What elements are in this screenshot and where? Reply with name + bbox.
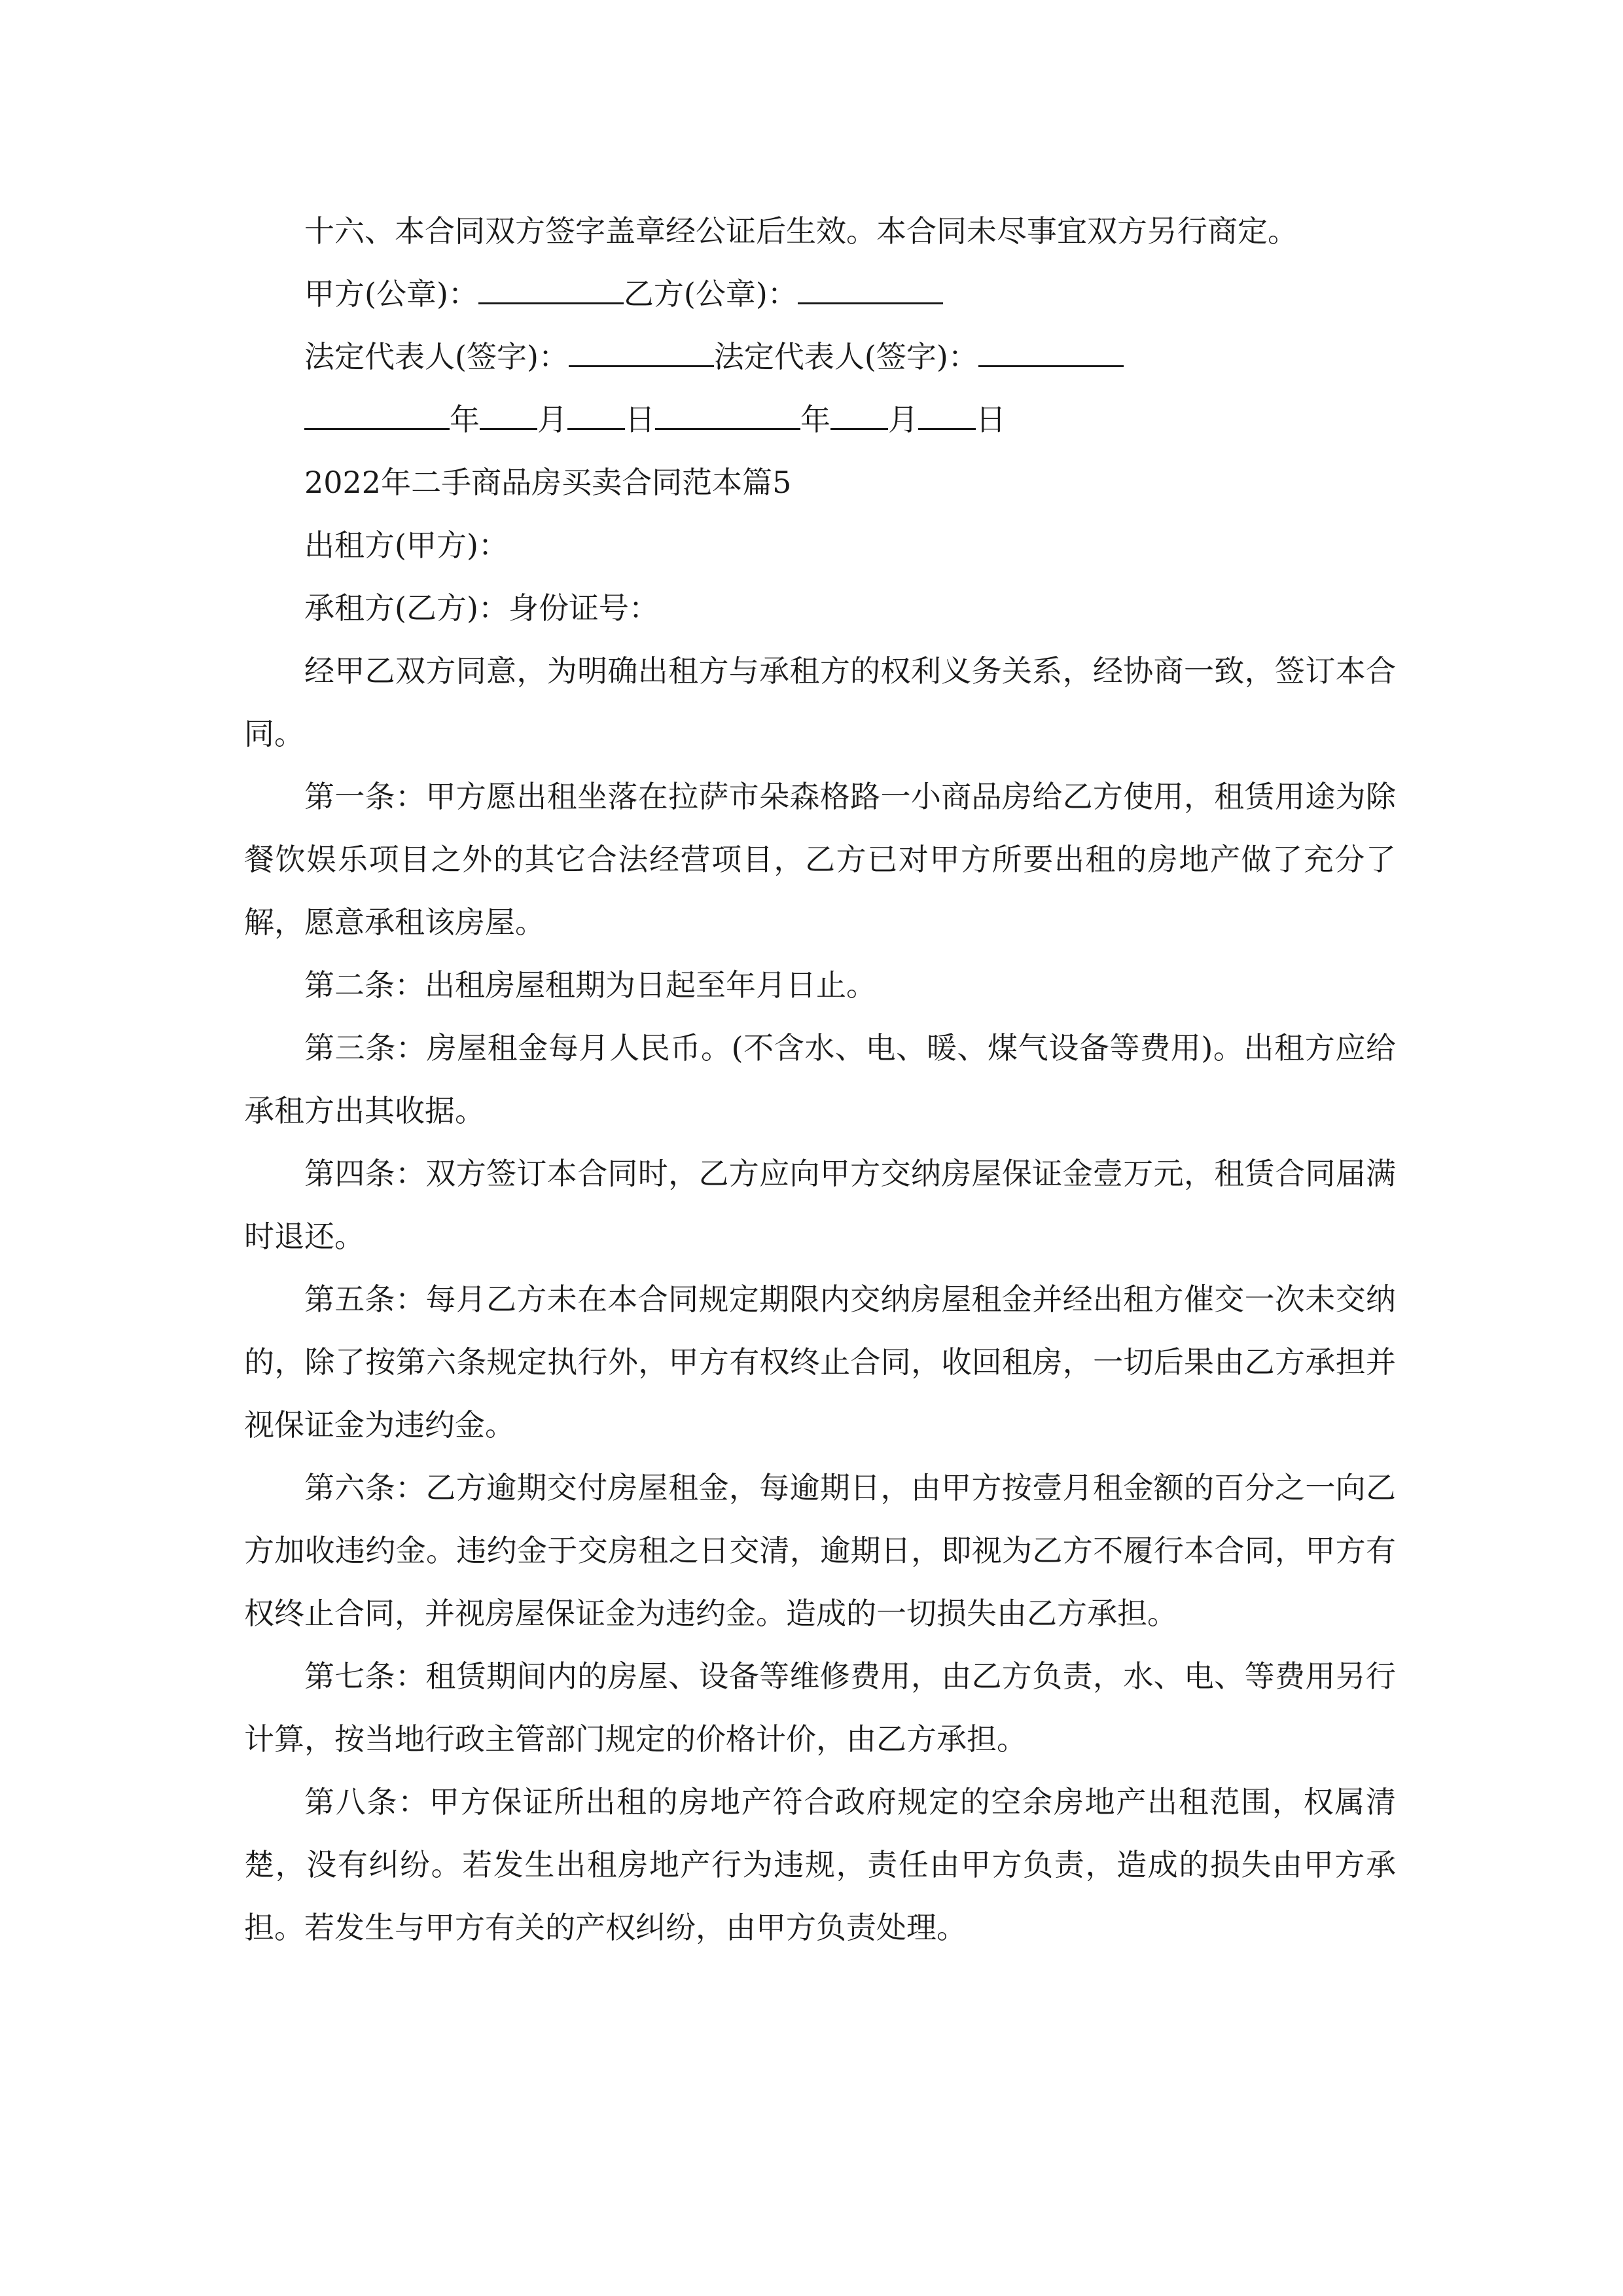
date-b-day-blank <box>918 402 976 430</box>
party-b-rep-blank <box>978 339 1124 367</box>
article-2: 第二条：出租房屋租期为日起至年月日止。 <box>304 967 876 1003</box>
article-7: 第七条：租赁期间内的房屋、设备等维修费用，由乙方负责，水、电、等费用另行计算，按当地行政主管部门规定的价格计价，由乙方承担。 <box>244 1659 1396 1757</box>
party-a-rep-label: 法定代表人(签字)： <box>304 339 569 374</box>
article-6: 第六条：乙方逾期交付房屋租金，每逾期日，由甲方按壹月租金额的百分之一向乙方加收违约金。违约金于交房租之日交清，逾期日，即视为乙方不履行本合同，甲方有权终止合同，并视房屋保证金为违约金。造成的一切损失由乙方承担。 <box>244 1470 1396 1631</box>
section-title: 2022年二手商品房买卖合同范本篇5 <box>304 465 792 500</box>
article-5: 第五条：每月乙方未在本合同规定期限内交纳房屋租金并经出租方催交一次未交纳的，除了按第六条规定执行外，甲方有权终止合同，收回租房，一切后果由乙方承担并视保证金为违约金。 <box>244 1282 1396 1443</box>
date-b-year: 年 <box>800 402 830 437</box>
seal-line <box>244 262 1396 325</box>
clause-16: 十六、本合同双方签字盖章经公证后生效。本合同未尽事宜双方另行商定。 <box>304 213 1298 249</box>
article-4: 第四条：双方签订本合同时，乙方应向甲方交纳房屋保证金壹万元，租赁合同届满时退还。 <box>244 1156 1396 1254</box>
party-a-rep-blank <box>569 339 714 367</box>
date-a-year: 年 <box>450 402 480 437</box>
party-b-rep-label: 法定代表人(签字)： <box>713 339 978 374</box>
date-a-day: 日 <box>625 402 655 437</box>
party-b-seal-blank <box>798 276 943 304</box>
lessee-line: 承租方(乙方)：身份证号： <box>304 590 659 626</box>
intro-paragraph: 经甲乙双方同意，为明确出租方与承租方的权利义务关系，经协商一致，签订本合同。 <box>244 653 1396 751</box>
article-3: 第三条：房屋租金每月人民币。(不含水、电、暖、煤气设备等费用)。出租方应给承租方出其收据。 <box>244 1030 1396 1128</box>
article-1: 第一条：甲方愿出租坐落在拉萨市朵森格路一小商品房给乙方使用，租赁用途为除餐饮娱乐项目之外的其它合法经营项目，乙方已对甲方所要出租的房地产做了充分了解，愿意承租该房屋。 <box>244 779 1396 940</box>
party-a-seal-label: 甲方(公章)： <box>304 276 478 312</box>
date-b-day: 日 <box>976 402 1006 437</box>
lessor-line: 出租方(甲方)： <box>304 528 508 563</box>
party-a-seal-blank <box>478 276 624 304</box>
article-8: 第八条：甲方保证所出租的房地产符合政府规定的空余房地产出租范围，权属清楚，没有纠纷。若发生出租房地产行为违规，责任由甲方负责，造成的损失由甲方承担。若发生与甲方有关的产权纠纷，由甲方负责处理。 <box>244 1784 1396 1945</box>
date-a-year-blank <box>304 402 450 430</box>
date-a-day-blank <box>567 402 625 430</box>
date-line <box>244 388 1396 451</box>
date-b-year-blank <box>655 402 800 430</box>
date-a-month: 月 <box>537 402 567 437</box>
date-a-month-blank <box>480 402 537 430</box>
representative-line <box>244 325 1396 388</box>
party-b-seal-label: 乙方(公章)： <box>623 276 798 312</box>
date-b-month-blank <box>830 402 888 430</box>
document-body <box>244 200 1396 1959</box>
date-b-month: 月 <box>888 402 918 437</box>
